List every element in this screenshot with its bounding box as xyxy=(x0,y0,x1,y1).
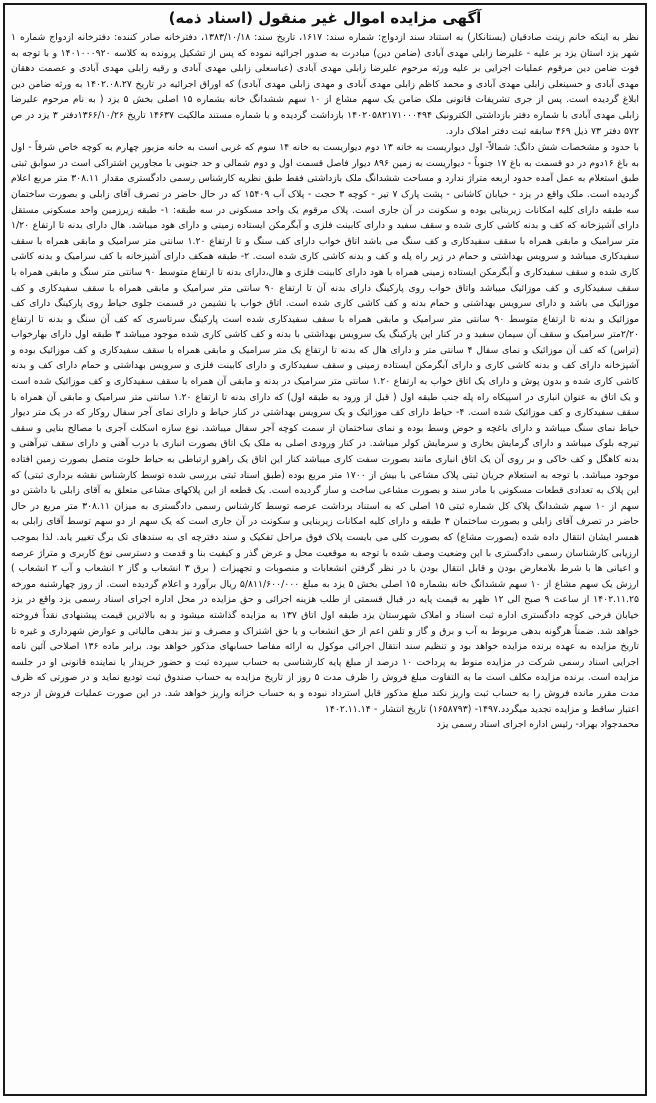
notice-paragraph-property: با حدود و مشخصات شش دانگ: شمالاً- اول دیواریست به خانه ۱۳ دوم دیواریست به خانه ۱۴ سوم که غربی است به خانه مزبور چهارم به کوچه خاص شرقاً - اول به باغ ۱۶دوم در دو قسمت به باغ ۱۷ جنوباً - دیواریست به زمین ۸۹۶ دیوار فاصل قسمت اول و دوم شمالی و حد جنوبی با مجاورین اشتراکی است در سوابق ثبتی طبق استعلام به عمل آمده حدود اربعه متراژ ندارد و مساحت ششدانگ ملک بازداشتی فقط طبق نظریه کارشناس رسمی دادگستری مقدار ۳۰۸.۱۱ متر مربع اعلام گردیده است. ملک واقع در یزد - خیابان کاشانی - پشت پارک ۷ تیر - کوچه ۳ حجت - پلاک آب ۱۵۴۰۹ که در حال حاضر در تصرف آقای زابلی و بصورت ساختمان سه طبقه دارای کلیه امکانات زیربنایی بوده و سکونت در آن جاری است. پلاک مرقوم یک واحد مسکونی در سه طبقه: ۱- طبقه زیرزمین واحد مسکونی مستقل دارای آشپزخانه که کف و بدنه کاشی کاری شده و سقف سفید و دارای کابینت فلزی و آبگرمکن ایستاده زمینی و دارای هود میباشد. هال دارای بدنه تا ارتفاع ۱/۲۰ متر سرامیک و مابقی همراه با سقف سفیدکاری و کف سنگ می باشد اتاق خواب دارای کف سنگ و تا ارتفاع ۱.۲۰ سانتی متر سرامیک و مابقی همراه با سقف سفیدکاری میباشد و سرویس بهداشتی و حمام در زیر راه پله و کف و بدنه کاشی کاری شده است. ۲- طبقه همکف دارای آشپزخانه با کف سرامیک و بدنه کاشی کاری شده و سقف سفیدکاری و آبگرمکن ایستاده زمینی همراه با هود دارای کابینت فلزی و هال،دارای بدنه تا ارتفاع متوسط ۹۰ سانتی متر سنگ و مابقی همراه با سقف سفیدکاری و کف موزائیک میباشد واتاق خواب روی پارکینگ دارای بدنه آن تا ارتفاع ۹۰ سانتی متر سرامیک و مابقی همراه با سقف سفیدکاری و کف موزائیک می باشد و دارای سرویس بهداشتی و حمام بدنه و کف کاشی کاری شده است. اتاق خواب یا نشیمن در قسمت جلوی حیاط روی پارکینگ دارای کف موزائیک و بدنه تا ارتفاع متوسط ۹۰ سانتی متر سرامیک و مابقی همراه با سقف سفیدکاری شده است پارکینگ سرتاسری که کف آن سنگ و بدنه تا ارتفاع ۲/۲۰متر سرامیک و سقف آن سیمان سفید و در کنار این پارکینگ یک سرویس بهداشتی با بدنه و کف کاشی کاری شده موجود میباشد ۳ طبقه اول دارای بهارخواب (تراس) که کف آن موزائیک و نمای سفال ۴ سانتی متر و دارای هال که بدنه تا ارتفاع یک متر سرامیک و مابقی همراه با سقف سفیدکاری و کف موزائیک بوده و آشپزخانه دارای کف و بدنه کاشی کاری و دارای آبگرمکن ایستاده زمینی و سقف سفیدکاری و دارای کابینت فلزی و سرویس بهداشتی و حمام دارای کف و بدنه کاشی کاری شده و بدون پوش و دارای یک اتاق خواب به ارتفاع ۱.۲۰ سانتی متر سرامیک در بدنه و مابقی آن همراه با سقف سفیدکاری و کف موزائیک شده است و یک اتاق به عنوان انباری در اسپیکاه راه پله جنب طبقه اول ( قبل از ورود به طبقه اول) که دارای بدنه تا ارتفاع ۱.۲۰ سانتی متر سرامیک و مابقی آن همراه با سقف سفیدکاری و کف موزائیک شده است. ۴- حیاط دارای کف موزائیک و یک سرویس بهداشتی در کنار حیاط و دارای نمای آجر سفال روکار که در یک متر دیوار حیاط نمای سنگ میباشد و دارای باغچه و حوض وسط بوده و نمای ساختمان از سمت کوچه آجر سفال میباشد. نوع سازه اسکلت آجری با مصالح بنایی و سقف تیرچه بلوک میباشد و دارای گرمایش بخاری و سرمایش کولر میباشد. در کنار ورودی اصلی به ملک یک اتاق بصورت انباری با درب آهنی و دارای سقف تیرآهنی و بدنه کاهگل و کف خاکی و بر روی آن یک اتاق انباری مانند بصورت سفت کاری میباشد کنار این اتاق یک راهرو ارتباطی به حیاط خلوت متصل بصورت زمین افتاده موجود میباشد. با توجه به استعلام جریان ثبتی پلاک مشاعی با بیش از ۱۷۰۰ متر مربع بوده (طبق اسناد ثبتی بررسی شده توسط کارشناس نقشه برداری ثبتی) که این پلاک به تعدادی قطعات مسکونی با مادر سند و بصورت مشاعی ساخت و ساز گردیده است. یک قطعه از این پلاکهای مشاعی متعلق به آقای زابلی با داشتن دو سهم از ۱۰ سهم ششدانگ پلاک کل شماره ثبتی ۱۵ اصلی که به استناد برداشت عرصه توسط کارشناس رسمی دادگستری به میزان ۳۰۸.۱۱ متر مربع در حال حاضر در تصرف آقای زابلی و بصورت ساختمان ۳ طبقه و دارای کلیه امکانات زیربنایی و سکونت در آن جاری است که یک سهم از دو سهم توسط آقای زابلی به همسر ایشان انتقال داده شده (بصورت مشاع) که بصورت کلی می بایست پلاک فوق مراحل تفکیک و سند دفترچه ای به سندهای تک برگ تغییر یابد. لذا بموجب ارزیابی کارشناسان رسمی دادگستری با این وضعیت وصف شده با توجه به موقعیت محل و عرض گذر و کیفیت بنا و قدمت و دسترسی نوع کاربری و متراژ عرصه و اعیانی ها با شرط بلامعارض بودن و قابل انتقال بودن با در نظر گرفتن انشعابات و منصوبات و تجهیزات ( برق ۳ انشعاب و گاز ۲ انشعاب و آب ۲ انشعاب ) ارزش یک سهم مشاع از ۱۰ سهم ششدانگ خانه بشماره ۱۵ اصلی بخش ۵ یزد به مبلغ ۵/۸۱۱/۶۰۰/۰۰۰ ریال برآورد و اعلام گردیده است. از روز چهارشنبه مورخه ۱۴۰۲.۱۱.۲۵ از ساعت ۹ صبح الی ۱۲ ظهر به قیمت پایه در قبال قسمتی از طلب هزینه اجرائی و حق مزایده در محل اداره اجرای اسناد رسمی یزد واقع در یزد خیابان فرخی کوچه دادگستری اداره ثبت اسناد و املاک شهرستان یزد طبقه اول اتاق ۱۳۷ به مزایده گذاشته میشود و به بالاترین قیمت پیشنهادی نقداً فروخته خواهد شد. ضمناً هرگونه بدهی مربوط به آب و برق و گاز و تلفن اعم از حق انشعاب و یا حق اشتراک و مصرف و نیز بدهی مالیاتی و عوارض شهرداری و غیره تا تاریخ مزایده به عهده برنده مزایده خواهد بود و تنظیم سند انتقال اجرائی موکول به ارائه مفاصا حسابهای مذکور خواهد بود. برابر ماده ۱۳۶ اصلاحی آئین نامه اجرایی اسناد رسمی شرکت در مزایده منوط به پرداخت ۱۰ درصد از مبلغ پایه کارشناسی به حساب سپرده ثبت و حضور خریدار یا نماینده قانونی او در جلسه مزایده است. برنده مزایده مکلف است ما به التفاوت مبلغ فروش را ظرف مدت ۵ روز از تاریخ مزایده به حساب صندوق ثبت تودیع نماید و در صورتی که ظرف مدت مقرر مانده فروش را به حساب ثبت واریز نکند مبلغ مذکور قابل استرداد نبوده و به حساب خزانه واریز خواهد شد. در این صورت عملیات فروش از درجه اعتبار ساقط و مزایده تجدید میگردد.۱۴۹۷- (۱۶۵۸۷۹۳) تاریخ انتشار - ۱۴۰۲.۱۱.۱۴ xyxy=(11,142,640,715)
notice-paragraph-owner: نظر به اینکه خانم زینت صادقیان (بستانکار) به استناد سند ازدواج: شماره سند: ۱۶۱۷، تاریخ سند: ۱۳۸۳/۱۰/۱۸، دفترخانه صادر کننده: دفترخانه ازدواج شماره ۱ شهر یزد استان یزد بر علیه - علیرضا زابلی مهدی آبادی (ضامن دین) مبادرت به صدور اجرائیه نموده که پس از تشکیل پرونده به کلاسه ۱۴۰۱۰۰۰۹۲۰ و با توجه به فوت ضامن دین مرقوم عملیات اجرایی بر علیه ورثه مرحوم علیرضا زابلی مهدی آبادی (عباسعلی زابلی مهدی آبادی و رقیه زابلی مهدی آبادی و عصمت دهقان مهدی آبادی و حسینعلی زابلی مهدی آبادی و محمد کاظم زابلی مهدی آبادی و مهدی زابلی مهدی آبادی) که اوراق اجرائیه در تاریخ ۱۴۰۲.۰۸.۲۷ به ورثه ضامن دین ابلاغ گردیده است. پس از جری تشریفات قانونی ملک ضامن یک سهم مشاع از ۱۰ سهم ششدانگ خانه بشماره ۱۵ اصلی بخش ۵ یزد ( به نام مرحوم علیرضا زابلی مهدی آبادی با شماره دفتر بازداشتی الکترونیک ۱۴۰۲۰۵۸۲۱۷۱۰۰۰۴۹۴ بازداشت گردیده و با شماره مستند مالکیت ۱۴۶۳۷ تاریخ ۱۳۶۶/۱۰/۲۶دفتر ۳ یزد در ص ۵۷۲ دفتر ۷۳ ذیل ۴۶۹ سابقه ثبت دفتر املاک دارد. xyxy=(11,32,640,137)
notice-title: آگهی مزایده اموال غیر منقول (اسناد ذمه) xyxy=(168,9,482,27)
notice-signature: محمدجواد بهراد- رئیس اداره اجرای اسناد رسمی یزد xyxy=(436,719,639,731)
auction-notice xyxy=(3,3,647,1096)
